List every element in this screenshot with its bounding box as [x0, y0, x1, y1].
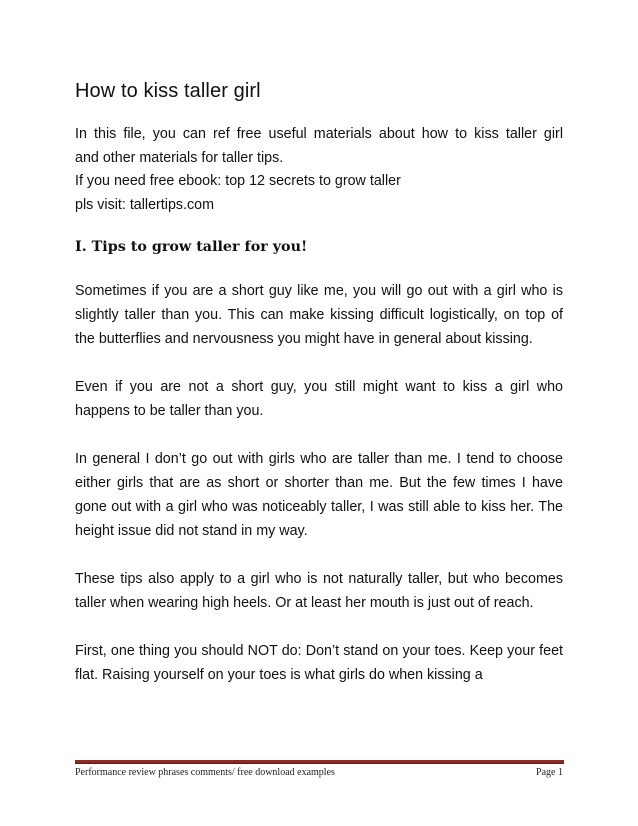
paragraph-1: Sometimes if you are a short guy like me, you will go out with a girl who is slightly taller than you. This can make kissing difficult logistically, on top of the butterflies and nervousness you might have in general about kissing. — [75, 283, 563, 347]
intro-line-1: In this file, you can ref free useful materials about how to kiss taller girl — [75, 126, 563, 142]
footer-divider — [75, 760, 564, 764]
paragraph-5: First, one thing you should NOT do: Don’t stand on your toes. Keep your feet flat. Raising yourself on your toes is what girls do when kissing a — [75, 643, 563, 683]
document-title: How to kiss taller girl — [75, 80, 261, 102]
intro-line-2: and other materials for taller tips. — [75, 149, 284, 166]
footer-page-number: Page 1 — [536, 767, 563, 778]
intro-line-3: If you need free ebook: top 12 secrets to grow taller — [75, 173, 401, 189]
paragraph-3: In general I don’t go out with girls who are taller than me. I tend to choose either girls that are as short or shorter than me. But the few times I have gone out with a girl who was noticeably taller, I was still able to kiss her. The height issue did not stand in my way. — [75, 451, 563, 539]
intro-block — [75, 123, 563, 217]
intro-line-4: pls visit: tallertips.com — [75, 196, 215, 213]
page-content — [75, 79, 563, 687]
footer-left-text: Performance review phrases comments/ free download examples — [75, 767, 335, 778]
paragraph-2: Even if you are not a short guy, you still might want to kiss a girl who happens to be taller than you. — [75, 379, 563, 419]
section-heading: I. Tips to grow taller for you! — [75, 239, 308, 255]
paragraph-4: These tips also apply to a girl who is not naturally taller, but who becomes taller when wearing high heels. Or at least her mouth is just out of reach. — [75, 571, 563, 611]
